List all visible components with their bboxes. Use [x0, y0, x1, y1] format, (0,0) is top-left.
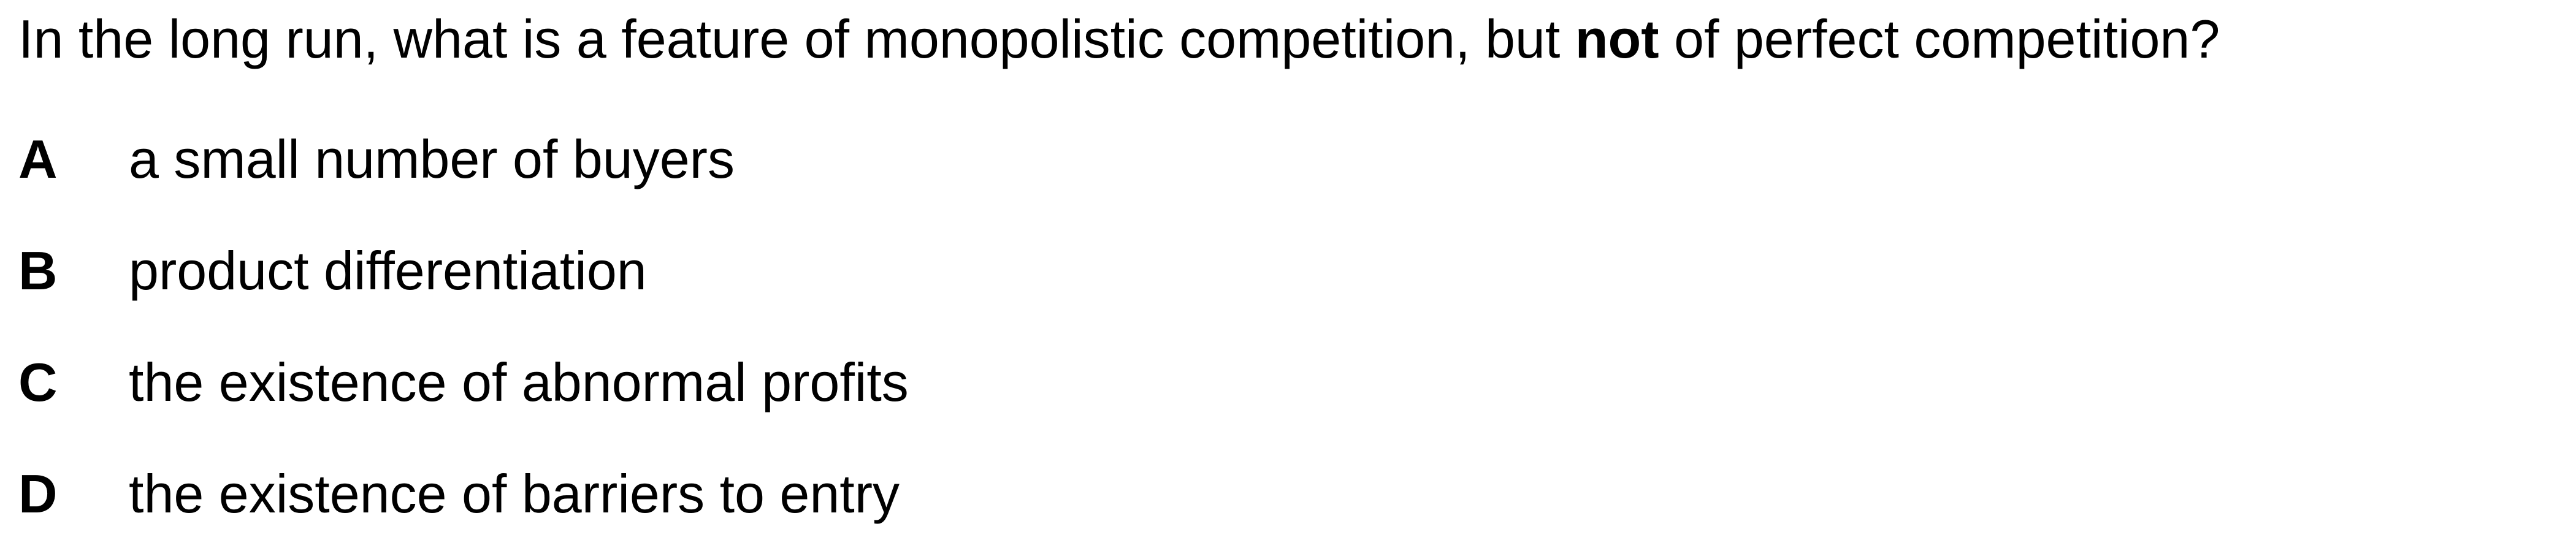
option-c[interactable] — [18, 352, 909, 413]
option-a[interactable] — [18, 129, 735, 190]
option-a-text: a small number of buyers — [129, 129, 735, 189]
option-d[interactable] — [18, 463, 900, 525]
option-b-letter: B — [18, 240, 58, 301]
option-d-letter: D — [18, 463, 58, 524]
question-text — [18, 9, 2220, 70]
question-text-before: In the long run, what is a feature of monopolistic competition, but — [18, 9, 1575, 69]
question-emphasis: not — [1575, 9, 1659, 69]
option-a-letter: A — [18, 129, 58, 189]
option-b[interactable] — [18, 240, 647, 302]
option-b-text: product differentiation — [129, 240, 647, 301]
option-d-text: the existence of barriers to entry — [129, 463, 900, 524]
option-c-letter: C — [18, 352, 58, 413]
option-c-text: the existence of abnormal profits — [129, 352, 909, 413]
question-text-after: of perfect competition? — [1659, 9, 2220, 69]
